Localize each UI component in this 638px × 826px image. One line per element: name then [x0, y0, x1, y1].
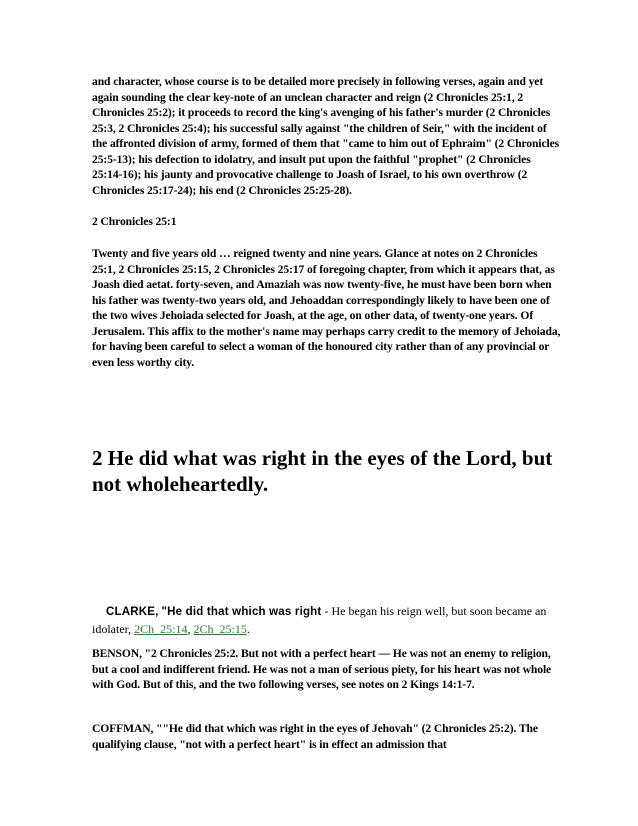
- benson-commentary: BENSON, "2 Chronicles 25:2. But not with a perfect heart — He was not an enemy to religion, but a cool and indifferent friend. He was not a man of serious piety, for his heart was not whole with God. But of this, and the two following verses, see notes on 2 Kings 14:1-7.: [92, 647, 552, 691]
- clarke-text: - He began his reign well, but soon became an idolater,: [92, 604, 547, 636]
- clarke-lead-quote: "He did that which was right: [161, 606, 322, 618]
- link-2ch-25-14[interactable]: 2Ch_25:14: [134, 622, 188, 636]
- intro-paragraph: and character, whose course is to be detailed more precisely in following verses, again and yet again sounding the clear key-note of an unclean character and reign (2 Chronicles 25:1, 2 Chronicles 25:2); it proceeds to record the king's avenging of his father's murder (2 Chronicles 25:3, 2 Chronicles 25:4); his successful sally against "the children of Seir," with the incident of the affronted division of army, formed of them that "came to him out of Ephraim" (2 Chronicles 25:5-13); his defection to idolatry, and insult put upon the faithful "prophet" (2 Chronicles 25:14-16); his jaunty and provocative challenge to Joash of Israel, to his own overthrow (2 Chronicles 25:17-24); his end (2 Chronicles 25:25-28).: [92, 75, 560, 197]
- verse-reference: 2 Chronicles 25:1: [92, 215, 177, 228]
- coffman-commentary: COFFMAN, ""He did that which was right in the eyes of Jehovah" (2 Chronicles 25:2). The qualifying clause, "not with a perfect heart" is in effect an admission that: [92, 722, 538, 751]
- clarke-author: CLARKE,: [106, 606, 159, 618]
- link-2ch-25-15[interactable]: 2Ch_25:15: [193, 622, 247, 636]
- verse-heading: 2 He did what was right in the eyes of the Lord, but not wholeheartedly.: [92, 446, 553, 496]
- clarke-end: .: [246, 622, 250, 636]
- commentary-paragraph-verse-1: Twenty and five years old … reigned twenty and nine years. Glance at notes on 2 Chronicles 25:1, 2 Chronicles 25:15, 2 Chronicles 25:17 of foregoing chapter, from which it appears that, as Joash died aetat. forty-seven, and Amaziah was now twenty-five, he must have been born when his father was twenty-two years old, and Jehoaddan correspondingly likely to have been one of the two wives Jehoiada selected for Joash, at the age, on other data, of twenty-one years. Of Jerusalem. This affix to the mother's name may perhaps carry credit to the memory of Jehoiada, for having been careful to select a woman of the honoured city rather than of any provincial or even less worthy city.: [92, 247, 561, 369]
- clarke-commentary: [92, 603, 562, 638]
- clarke-separator: ,: [187, 622, 194, 636]
